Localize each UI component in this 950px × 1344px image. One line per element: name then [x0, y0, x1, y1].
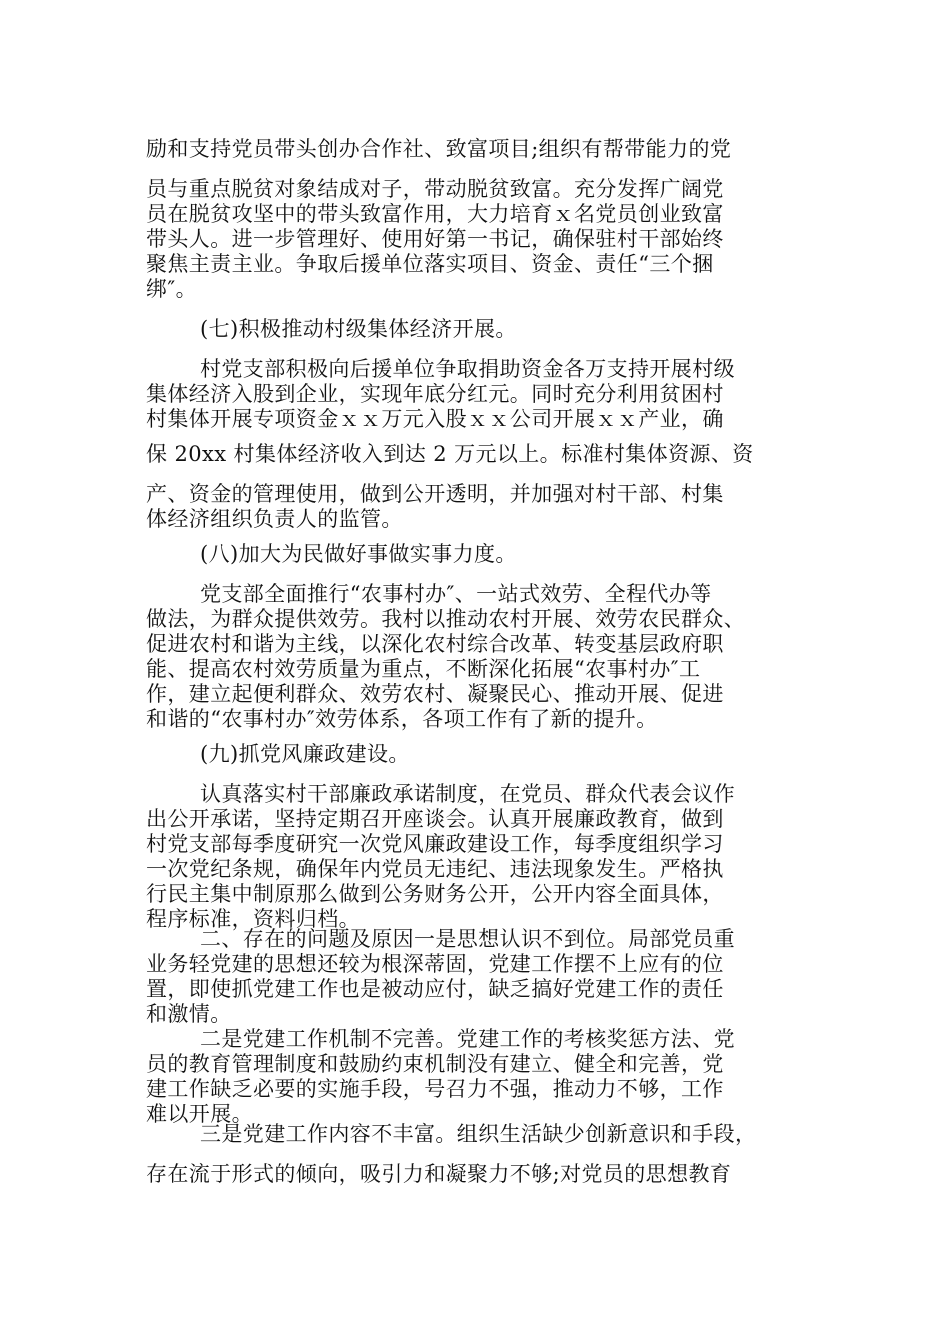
section-heading: (七)积极推动村级集体经济开展。 [200, 317, 517, 341]
section-heading: (九)抓党风廉政建设。 [200, 742, 410, 766]
text-line: 村党支部积极向后援单位争取捐助资金各万支持开展村级 [200, 357, 735, 381]
text-line: 产、资金的管理使用，做到公开透明，并加强对村干部、村集 [146, 482, 724, 506]
text-line: 二是党建工作机制不完善。党建工作的考核奖惩方法、党 [200, 1027, 735, 1051]
text-line: 一次党纪条规，确保年内党员无违纪、违法现象发生。严格执 [146, 857, 724, 881]
text-line: 认真落实村干部廉政承诺制度，在党员、群众代表会议作 [200, 782, 735, 806]
text-line: 励和支持党员带头创办合作社、致富项目;组织有帮带能力的党 [146, 137, 732, 161]
text-line: 绑″。 [146, 277, 198, 301]
text-line: 体经济组织负责人的监管。 [146, 507, 403, 531]
text-line: 村集体开展专项资金ｘｘ万元入股ｘｘ公司开展ｘｘ产业，确 [146, 407, 724, 431]
text-line: 三是党建工作内容不丰富。组织生活缺少创新意识和手段， [200, 1122, 757, 1146]
text-line: 程序标准，资料归档。 [146, 907, 360, 931]
text-line: 员的教育管理制度和鼓励约束机制没有建立、健全和完善，党 [146, 1052, 724, 1076]
text-line: 村党支部每季度研究一次党风廉政建设工作，每季度组织学习 [146, 832, 724, 856]
text-line: 业务轻党建的思想还较为根深蒂固，党建工作摆不上应有的位 [146, 952, 724, 976]
text-line: 存在流于形式的倾向，吸引力和凝聚力不够;对党员的思想教育 [146, 1162, 732, 1186]
text-line: 促进农村和谐为主线，以深化农村综合改革、转变基层政府职 [146, 632, 724, 656]
text-line: 聚焦主责主业。争取后援单位落实项目、资金、责任“三个捆 [146, 252, 714, 276]
text-line: 保 20xx 村集体经济收入到达 2 万元以上。标准村集体资源、资 [146, 442, 754, 466]
text-line: 和激情。 [146, 1002, 232, 1026]
section-heading: (八)加大为民做好事做实事力度。 [200, 542, 517, 566]
text-line: 集体经济入股到企业，实现年底分红元。同时充分利用贫困村 [146, 382, 724, 406]
text-line: 行民主集中制原那么做到公务财务公开，公开内容全面具体， [146, 882, 724, 906]
text-line: 出公开承诺，坚持定期召开座谈会。认真开展廉政教育，做到 [146, 807, 724, 831]
text-line: 难以开展。 [146, 1102, 253, 1126]
text-line: 带头人。进一步管理好、使用好第一书记，确保驻村干部始终 [146, 227, 724, 251]
text-line: 和谐的“农事村办″效劳体系，各项工作有了新的提升。 [146, 707, 658, 731]
text-line: 二、存在的问题及原因一是思想认识不到位。局部党员重 [200, 927, 735, 951]
text-line: 置，即使抓党建工作也是被动应付，缺乏搞好党建工作的责任 [146, 977, 724, 1001]
text-line: 员在脱贫攻坚中的带头致富作用，大力培育ｘ名党员创业致富 [146, 202, 724, 226]
text-line: 党支部全面推行“农事村办″、一站式效劳、全程代办等 [200, 582, 712, 606]
text-line: 建工作缺乏必要的实施手段，号召力不强，推动力不够，工作 [146, 1077, 724, 1101]
text-line: 能、提高农村效劳质量为重点，不断深化拓展“农事村办″工 [146, 657, 701, 681]
text-line: 作，建立起便利群众、效劳农村、凝聚民心、推动开展、促进 [146, 682, 724, 706]
text-line: 做法，为群众提供效劳。我村以推动农村开展、效劳农民群众、 [146, 607, 746, 631]
text-line: 员与重点脱贫对象结成对子，带动脱贫致富。充分发挥广阔党 [146, 177, 724, 201]
